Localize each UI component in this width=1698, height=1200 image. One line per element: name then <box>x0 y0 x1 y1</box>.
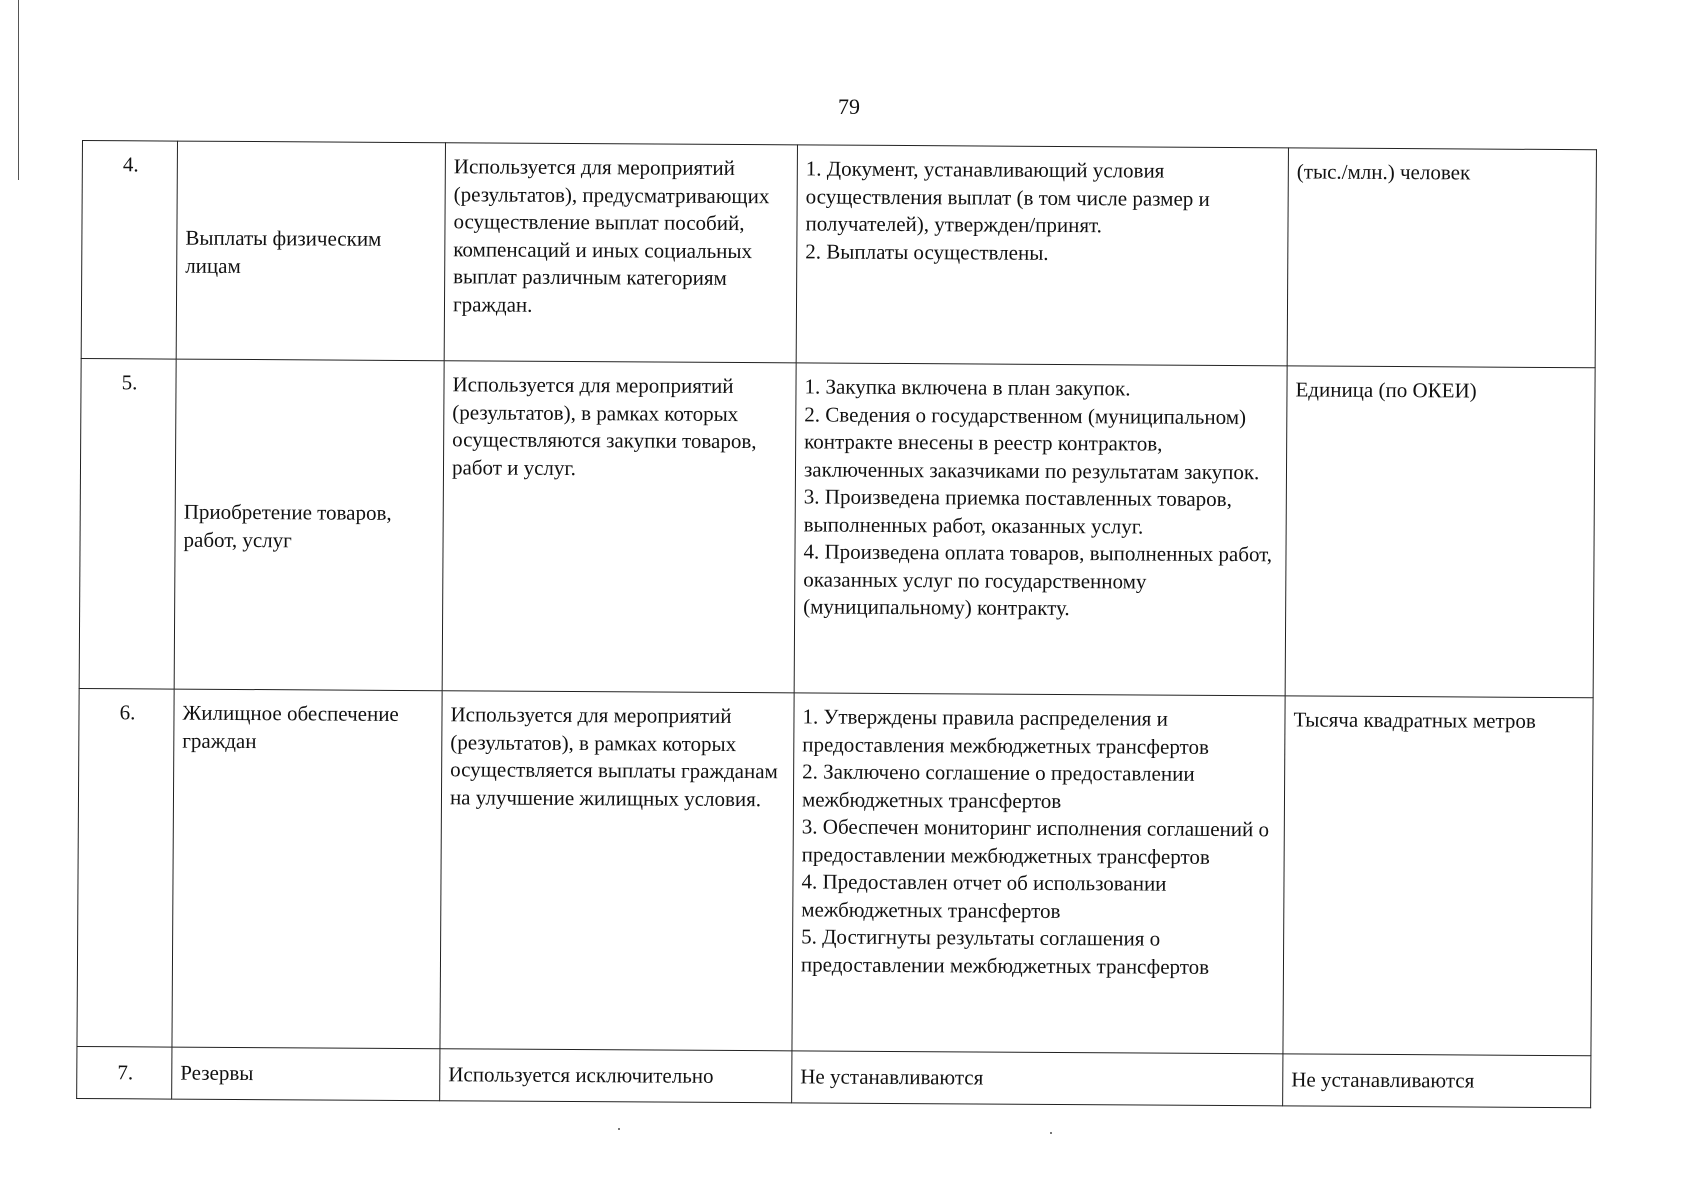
row-unit: Тысяча квадратных метров <box>1283 696 1593 1056</box>
condition-item: 5. Достигнуты результаты соглашения о предоставлении межбюджетных трансфертов <box>800 924 1210 979</box>
scan-speck <box>618 1128 620 1130</box>
condition-item: 4. Предоставлен отчет об использовании межбюджетных трансфертов <box>801 869 1167 923</box>
row-conditions <box>792 1051 1283 1106</box>
condition-item: Не устанавливаются <box>800 1064 984 1090</box>
row-name: Выплаты физическим лицам <box>176 141 445 361</box>
condition-item: 2. Выплаты осуществлены. <box>805 238 1049 265</box>
row-usage: Используется для мероприятий (результатов), предусматривающих осуществление выплат пособий, компенсаций и иных социальных выплат различным категориям граждан. <box>444 143 797 363</box>
row-unit: Не устанавливаются <box>1283 1054 1591 1108</box>
row-usage: Используется для мероприятий (результатов), в рамках которых осуществляются закупки товаров, работ и услуг. <box>442 361 796 693</box>
condition-item: 4. Произведена оплата товаров, выполненных работ, оказанных услуг по государственному (муниципальному) контракту. <box>803 539 1273 621</box>
row-number: 4. <box>81 141 177 360</box>
scan-edge-line <box>18 0 19 180</box>
table-row <box>77 688 1593 1055</box>
condition-item: 1. Закупка включена в план закупок. <box>804 374 1131 401</box>
row-unit: Единица (по ОКЕИ) <box>1285 366 1595 698</box>
table-row <box>81 141 1596 368</box>
row-unit: (тыс./млн.) человек <box>1287 148 1596 368</box>
page-number: 79 <box>838 94 860 119</box>
condition-item: 3. Произведена приемка поставленных товаров, выполненных работ, оказанных услуг. <box>803 484 1232 538</box>
row-conditions <box>794 363 1287 696</box>
row-usage: Используется для мероприятий (результатов), в рамках которых осуществляется выплаты гражданам на улучшение жилищных условия. <box>440 691 794 1051</box>
table-row <box>79 358 1595 697</box>
condition-item: 3. Обеспечен мониторинг исполнения соглашений о предоставлении межбюджетных трансфертов <box>801 814 1270 869</box>
row-name: Приобретение товаров, работ, услуг <box>174 359 444 691</box>
condition-item: 1. Документ, устанавливающий условия осуществления выплат (в том числе размер и получателей), утвержден/принят. <box>805 156 1210 238</box>
classification-table <box>76 140 1597 1108</box>
condition-item: 2. Заключено соглашение о предоставлении межбюджетных трансфертов <box>801 759 1195 813</box>
row-usage: Используется исключительно <box>440 1049 792 1103</box>
condition-item: 2. Сведения о государственном (муниципальном) контракте внесены в реестр контрактов, заключенных заказчиками по результатам закупок. <box>803 401 1260 484</box>
row-number: 5. <box>79 358 176 689</box>
row-number: 6. <box>77 688 174 1047</box>
row-number: 7. <box>77 1046 172 1099</box>
scan-speck <box>1050 1132 1052 1134</box>
row-conditions <box>796 145 1288 366</box>
condition-item: 1. Утверждены правила распределения и предоставления межбюджетных трансфертов <box>802 704 1209 759</box>
row-name: Жилищное обеспечение граждан <box>172 689 442 1049</box>
row-name: Резервы <box>172 1047 440 1101</box>
row-conditions <box>792 693 1285 1054</box>
table-row <box>77 1046 1591 1107</box>
